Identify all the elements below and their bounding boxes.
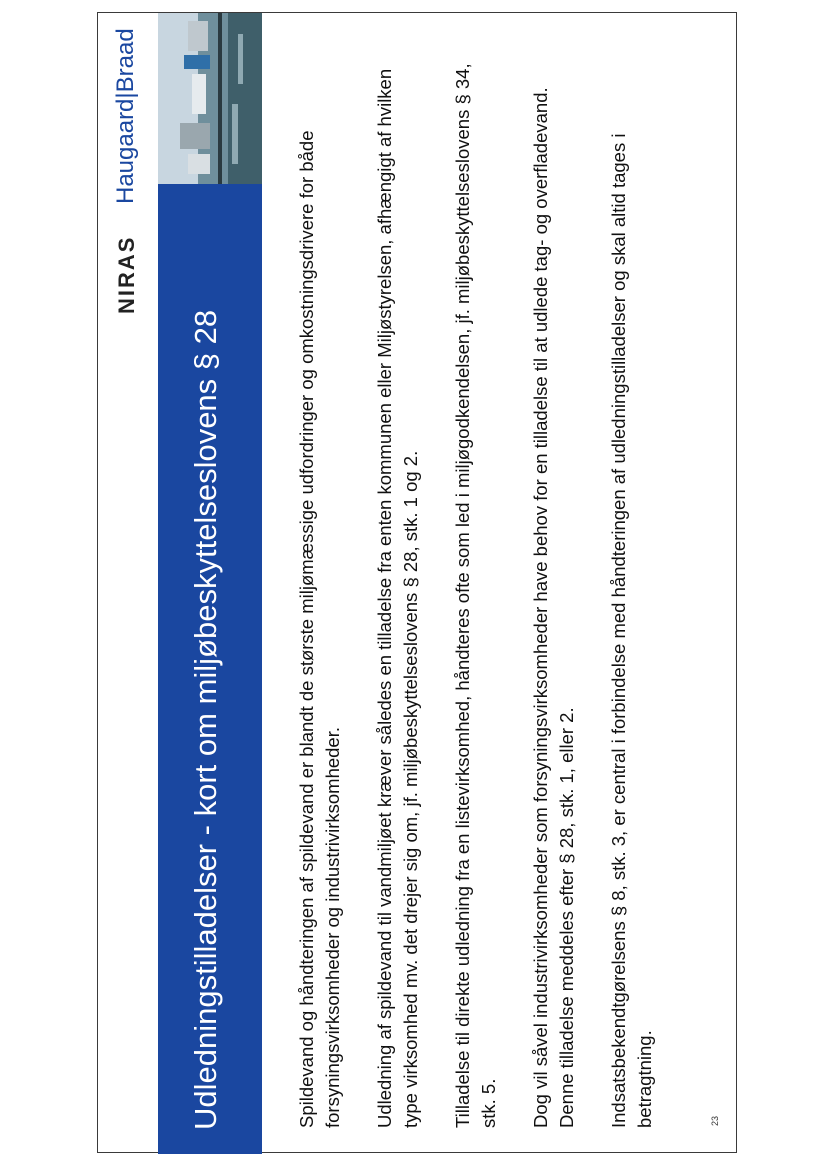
haugaard-braad-logo: Haugaard|Braad [112, 28, 139, 204]
body-text [294, 38, 684, 1128]
niras-logo: NIRAS [114, 235, 139, 314]
slide [98, 13, 738, 1154]
paragraph: Udledning af spildevand til vandmiljøet kræver således en tilladelse fra enten kommunen eller Miljøstyrelsen, afhængigt af hvilken type virksomhed mv. det drejer sig om, jf. miljøbeskyttelseslovens § 28, stk. 1 og 2. [374, 68, 421, 1128]
page-number: 23 [710, 1115, 720, 1126]
logo-area [108, 14, 148, 314]
slide-title: Udledningstilladelser - kort om miljøbeskyttelseslovens § 28 [188, 309, 223, 1130]
paragraph: Dog vil såvel industrivirksomheder som forsyningsvirksomheder have behov for en tilladelse til at udlede tag- og overfladevand. Denne tilladelse meddeles efter § 28, stk. 1, eller 2. [530, 87, 577, 1128]
paragraph: Spildevand og håndteringen af spildevand er blandt de største miljømæssige udfordringer og omkostningsdrivere for både forsyningsvirksomheder og industrivirksomheder. [296, 130, 343, 1128]
harbour-photo-graphic [158, 13, 262, 184]
title-bar [158, 184, 262, 1154]
paragraph: Tilladelse til direkte udledning fra en listevirksomhed, håndteres ofte som led i miljøgodkendelsen, jf. miljøbeskyttelseslovens § 34, stk. 5. [452, 63, 499, 1128]
harbour-photo [158, 13, 262, 184]
slide-frame [97, 12, 737, 1153]
paragraph: Indsatsbekendtgørelsens § 8, stk. 3, er central i forbindelse med håndteringen af udledningstilladelser og skal altid tages i betragtning. [608, 133, 655, 1128]
